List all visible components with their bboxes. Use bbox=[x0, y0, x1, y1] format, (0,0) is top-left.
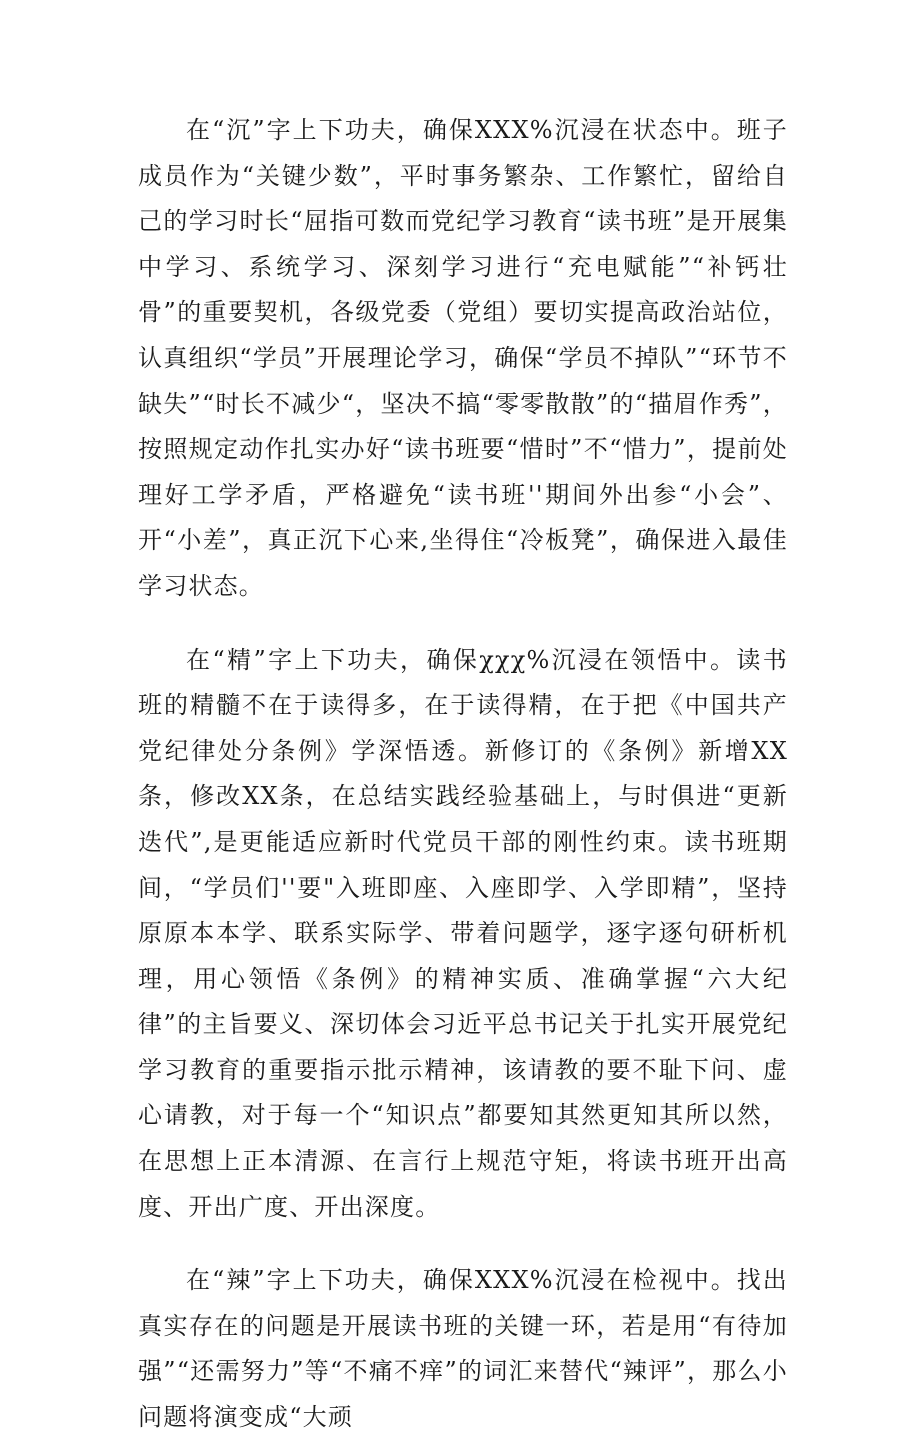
paragraph-spacer bbox=[138, 610, 788, 638]
paragraph-la: 在“辣”字上下功夫，确保XXX%沉浸在检视中。找出真实存在的问题是开展读书班的关键一环，若是用“有待加强”“还需努力”等“不痛不痒”的词汇来替代“辣评”，那么小问题将演变成“大顽 bbox=[138, 1266, 788, 1432]
paragraph-chen: 在“沉”字上下功夫，确保XXX%沉浸在状态中。班子成员作为“关键少数”，平时事务繁杂、工作繁忙，留给自己的学习时长“屈指可数而党纪学习教育“读书班”是开展集中学习、系统学习、深刻学习进行“充电赋能”“补钙壮骨”的重要契机，各级党委（党组）要切实提高政治站位，认真组织“学员”开展理论学习，确保“学员不掉队”“环节不缺失”“时长不减少“，坚决不搞“零零散散”的“描眉作秀”，按照规定动作扎实办好“读书班要“惜时”不“惜力”，提前处理好工学矛盾，严格避免“读书班''期间外出参“小会”、开“小差”，真正沉下心来,坐得住“冷板凳”，确保进入最佳学习状态。 bbox=[138, 116, 788, 600]
paragraph-spacer bbox=[138, 1230, 788, 1258]
paragraph-jing: 在“精”字上下功夫，确保χχχ%沉浸在领悟中。读书班的精髓不在于读得多，在于读得精，在于把《中国共产党纪律处分条例》学深悟透。新修订的《条例》新增XX条，修改XX条，在总结实践经验基础上，与时俱进“更新迭代”,是更能适应新时代党员干部的刚性约束。读书班期间，“学员们''要"入班即座、入座即学、入学即精”，坚持原原本本学、联系实际学、带着问题学，逐字逐句研析机理，用心领悟《条例》的精神实质、准确掌握“六大纪律”的主旨要义、深切体会习近平总书记关于扎实开展党纪学习教育的重要指示批示精神，该请教的要不耻下问、虚心请教，对于每一个“知识点”都要知其然更知其所以然，在思想上正本清源、在言行上规范守矩，将读书班开出高度、开出广度、开出深度。 bbox=[138, 645, 788, 1221]
document-body bbox=[138, 108, 788, 1441]
